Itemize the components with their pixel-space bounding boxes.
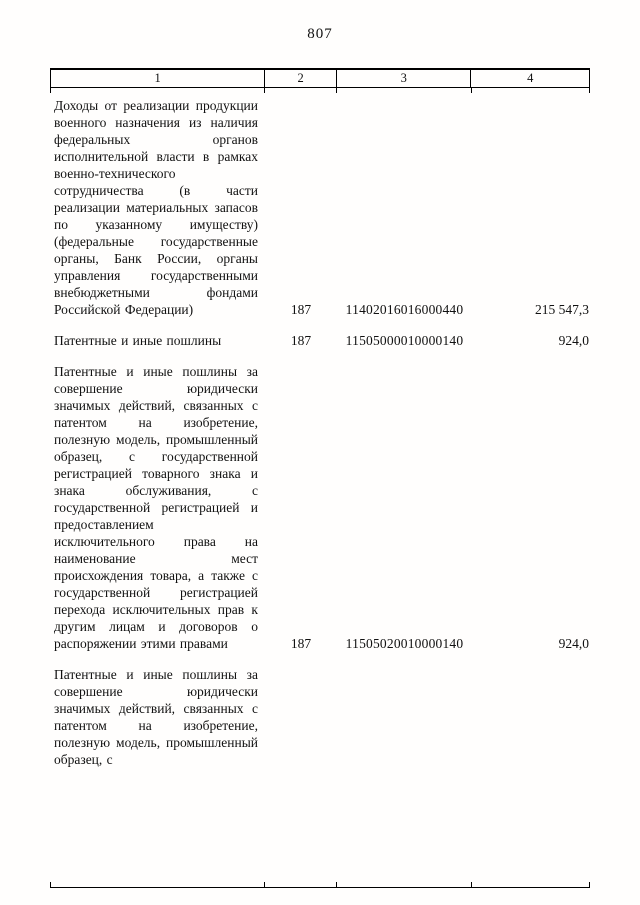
description-cell: Доходы от реализации продукции военного назначения из наличия федеральных органов исполнительной власти в рамках военно-технического сотрудничества (в части реализации материальных запасов по указанному имуществу) (федеральные государственные органы, Банк России, органы управления государственными внебюджетными фондами Российской Федерации) <box>54 98 258 317</box>
table-row <box>50 332 590 349</box>
header-cell-3: 3 <box>337 70 472 87</box>
description-cell: Патентные и иные пошлины за совершение юридически значимых действий, связанных с патентом на изобретение, полезную модель, промышленный образец, с <box>54 667 258 767</box>
table-header-row <box>50 68 590 88</box>
table-row <box>50 363 590 652</box>
budget-revenue-table <box>50 68 590 782</box>
table-bottom-border <box>50 882 590 888</box>
bottom-border-tick <box>265 882 337 888</box>
column-tick <box>50 88 265 93</box>
table-row <box>50 666 590 768</box>
bottom-border-tick <box>50 882 265 888</box>
amount-cell: 924,0 <box>558 333 589 348</box>
column-tick <box>337 88 472 93</box>
amount-cell: 924,0 <box>558 636 589 651</box>
table-body <box>50 97 590 768</box>
table-row <box>50 97 590 318</box>
bottom-border-tick <box>337 882 472 888</box>
amount-cell: 215 547,3 <box>535 302 589 317</box>
budget-code-cell: 11402016016000440 <box>345 302 464 317</box>
column-tick <box>472 88 590 93</box>
admin-code-cell: 187 <box>290 636 312 651</box>
description-cell: Патентные и иные пошлины <box>54 333 222 348</box>
admin-code-cell: 187 <box>290 333 312 348</box>
admin-code-cell: 187 <box>290 302 312 317</box>
header-column-ticks <box>50 88 590 93</box>
description-cell: Патентные и иные пошлины за совершение юридически значимых действий, связанных с патентом на изобретение, полезную модель, промышленный образец, с государственной регистрацией товарного знака и знака обслуживания, с государственной регистрацией и предоставлением исключительного права на наименование мест происхождения товара, а также с государственной регистрацией перехода исключительных прав к другим лицам и договоров о распоряжении этими правами <box>54 364 258 651</box>
header-cell-2: 2 <box>265 70 337 87</box>
budget-code-cell: 11505000010000140 <box>345 333 464 348</box>
budget-code-cell: 11505020010000140 <box>345 636 464 651</box>
header-cell-1: 1 <box>51 70 265 87</box>
bottom-border-tick <box>472 882 590 888</box>
header-cell-4: 4 <box>527 71 534 85</box>
column-tick <box>265 88 337 93</box>
page-number: 807 <box>307 26 333 42</box>
